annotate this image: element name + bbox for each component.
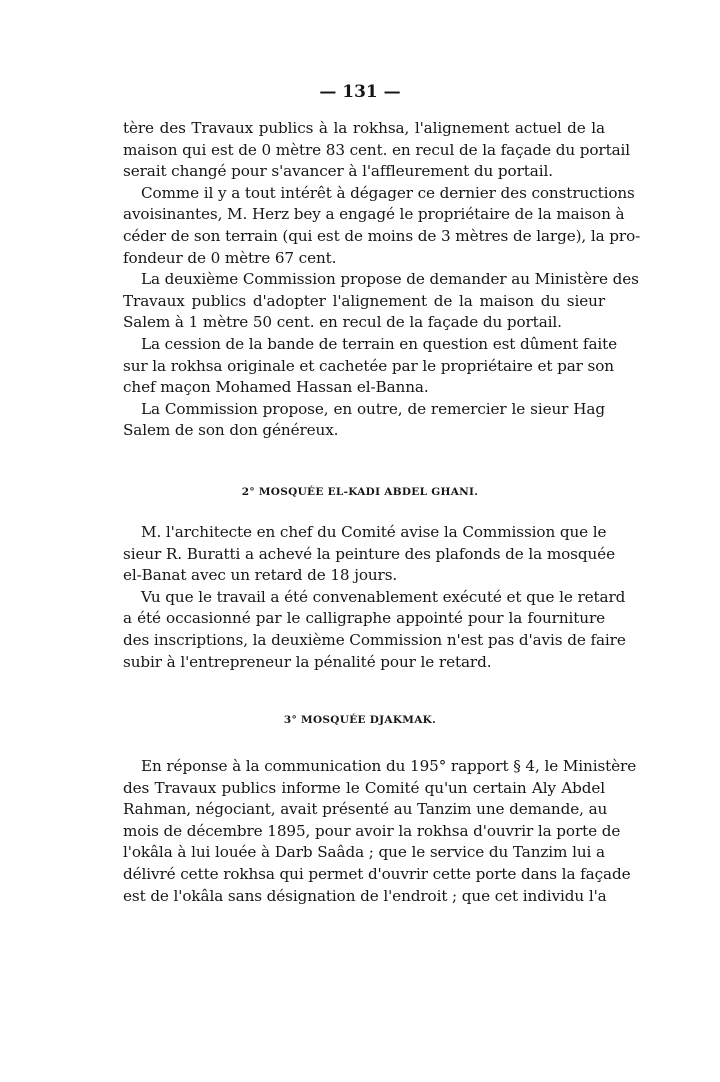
text-line: Travaux publics d'adopter l'alignement de la maison du sieur — [123, 291, 605, 310]
text-line: est de l'okâla sans désignation de l'endroit ; que cet individu l'a — [123, 886, 607, 905]
text-line: En réponse à la communication du 195° rapport § 4, le Ministère — [141, 757, 637, 775]
text-line: des inscriptions, la deuxième Commission n'est pas d'avis de faire — [123, 630, 626, 649]
text-line: fondeur de 0 mètre 67 cent. — [123, 248, 337, 267]
text-line: tère des Travaux publics à la rokhsa, l'alignement actuel de la — [123, 119, 605, 137]
text-line: Vu que le travail a été convenablement exécuté et que le retard — [141, 587, 626, 606]
section-heading-2: 2° MOSQUÉE EL-KADI ABDEL GHANI. — [241, 486, 479, 498]
text-line: l'okâla à lui louée à Darb Saâda ; que le service du Tanzim lui a — [123, 843, 605, 862]
text-line: mois de décembre 1895, pour avoir la rokhsa d'ouvrir la porte de — [123, 821, 621, 840]
text-line: subir à l'entrepreneur la pénalité pour le retard. — [123, 652, 492, 671]
text-line: sieur R. Buratti a achevé la peinture des plafonds de la mosquée — [123, 544, 615, 563]
text-line: Salem à 1 mètre 50 cent. en recul de la façade du portail. — [123, 313, 562, 332]
text-line: Rahman, négociant, avait présenté au Tanzim une demande, au — [123, 800, 608, 819]
text-line: el-Banat avec un retard de 18 jours. — [123, 566, 398, 585]
text-line: des Travaux publics informe le Comité qu'un certain Aly Abdel — [123, 778, 605, 797]
text-line: délivré cette rokhsa qui permet d'ouvrir cette porte dans la façade — [123, 864, 631, 883]
text-line: sur la rokhsa originale et cachetée par le propriétaire et par son — [123, 356, 614, 375]
section-heading-3: 3° MOSQUÉE DJAKMAK. — [283, 714, 437, 726]
text-line: Salem de son don généreux. — [123, 421, 339, 440]
section-2-text — [123, 522, 626, 673]
text-line: M. l'architecte en chef du Comité avise la Commission que le — [141, 523, 607, 541]
section-1-text — [123, 118, 641, 442]
text-line: serait changé pour s'avancer à l'affleurement du portail. — [123, 162, 553, 181]
text-line: La Commission propose, en outre, de remercier le sieur Hag — [141, 399, 605, 418]
text-line: Comme il y a tout intérêt à dégager ce dernier des constructions — [141, 183, 635, 202]
text-line: La cession de la bande de terrain en question est dûment faite — [141, 334, 618, 353]
text-line: La deuxième Commission propose de demander au Ministère des — [141, 270, 639, 289]
text-line: chef maçon Mohamed Hassan el-Banna. — [123, 378, 429, 397]
text-line: avoisinantes, M. Herz bey a engagé le propriétaire de la maison à — [123, 205, 625, 224]
text-line: maison qui est de 0 mètre 83 cent. en recul de la façade du portail — [123, 140, 631, 159]
text-line: a été occasionné par le calligraphe appointé pour la fourniture — [123, 609, 605, 628]
section-3-text — [123, 756, 637, 907]
text-line: céder de son terrain (qui est de moins de 3 mètres de large), la pro- — [123, 226, 641, 245]
page-number: — 131 — — [319, 82, 401, 102]
